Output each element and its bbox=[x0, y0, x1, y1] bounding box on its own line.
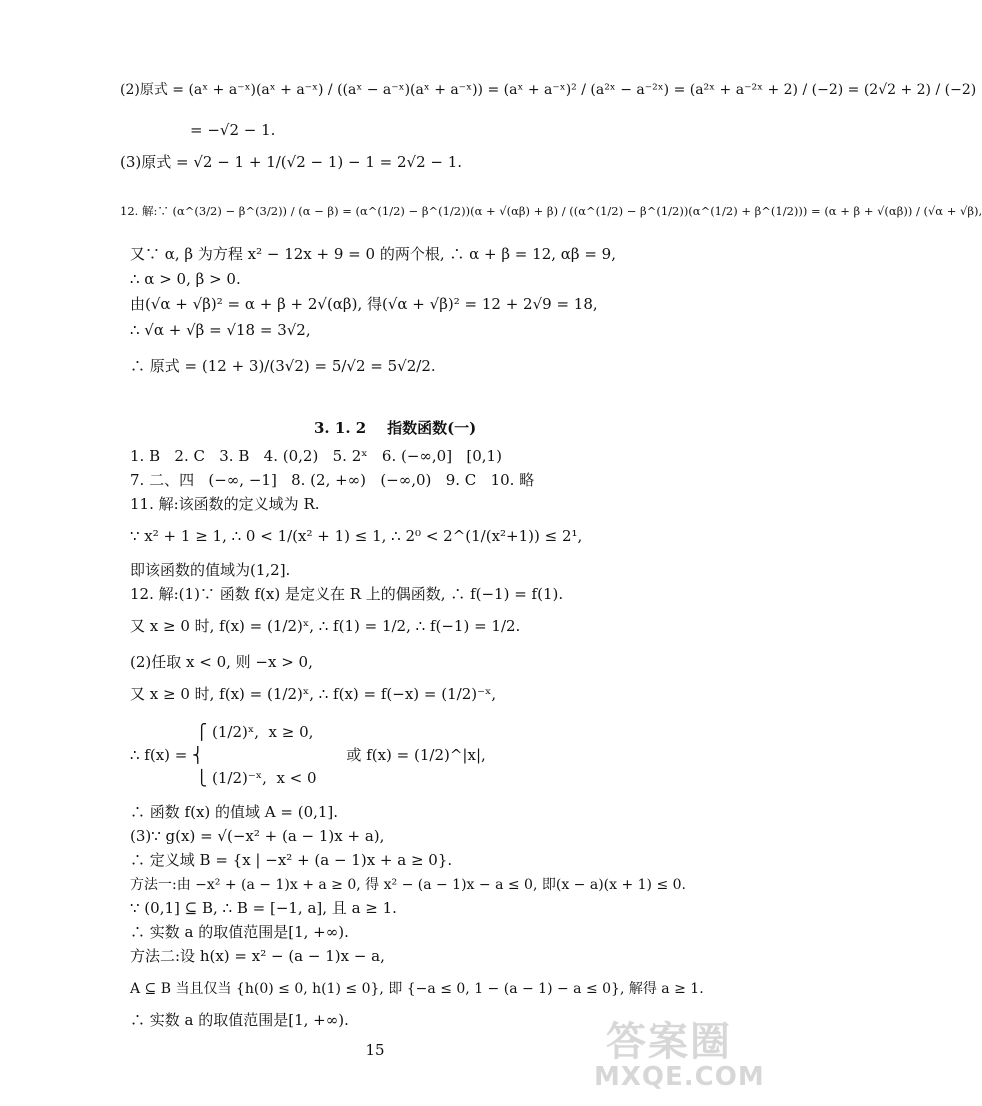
text-line: 1. B 2. C 3. B 4. (0,2) 5. 2ˣ 6. (−∞,0] [0,1) bbox=[130, 447, 502, 465]
text-line: (2)原式 = (aˣ + a⁻ˣ)(aˣ + a⁻ˣ) / ((aˣ − a⁻ˣ)(aˣ + a⁻ˣ)) = (aˣ + a⁻ˣ)² / (a²ˣ − a⁻²ˣ) = (a²ˣ + a⁻²ˣ + 2) / (−2) = (2√2 + 2) / (−2) bbox=[120, 82, 977, 98]
text-line: ∴ √α + √β = √18 = 3√2, bbox=[130, 321, 311, 339]
text-line: ∴ 函数 f(x) 的值域 A = (0,1]. bbox=[130, 803, 339, 821]
text-line: 方法一:由 −x² + (a − 1)x + a ≥ 0, 得 x² − (a − 1)x − a ≤ 0, 即(x − a)(x + 1) ≤ 0. bbox=[130, 877, 687, 893]
text-line: 7. 二、四 (−∞, −1] 8. (2, +∞) (−∞,0) 9. C 10. 略 bbox=[130, 471, 535, 489]
text-line: ⎩ (1/2)⁻ˣ, x < 0 bbox=[196, 769, 317, 787]
text-line: 即该函数的值域为(1,2]. bbox=[130, 561, 291, 579]
text-line: ∴ 实数 a 的取值范围是[1, +∞). bbox=[130, 923, 349, 941]
text-line: ⎧ (1/2)ˣ, x ≥ 0, bbox=[196, 723, 314, 741]
text-line: ∴ 实数 a 的取值范围是[1, +∞). bbox=[130, 1011, 349, 1029]
page-number: 15 bbox=[365, 1041, 385, 1059]
text-line: A ⊆ B 当且仅当 {h(0) ≤ 0, h(1) ≤ 0}, 即 {−a ≤ 0, 1 − (a − 1) − a ≤ 0}, 解得 a ≥ 1. bbox=[130, 981, 704, 997]
text-line: (3)原式 = √2 − 1 + 1/(√2 − 1) − 1 = 2√2 − 1. bbox=[120, 153, 463, 171]
text-line: ∵ (0,1] ⊆ B, ∴ B = [−1, a], 且 a ≥ 1. bbox=[130, 899, 397, 917]
text-line: 又 x ≥ 0 时, f(x) = (1/2)ˣ, ∴ f(x) = f(−x) = (1/2)⁻ˣ, bbox=[130, 685, 497, 703]
watermark-top: 答案圈 bbox=[606, 1019, 732, 1065]
text-line: 12. 解:∵ (α^(3/2) − β^(3/2)) / (α − β) = (α^(1/2) − β^(1/2))(α + √(αβ) + β) / ((α^(1/2) − β^(1/2))(α^(1/2) + β^(1/2))) = (α + β + √(αβ)) / (√α + √β), bbox=[120, 204, 982, 218]
text-line: 又 x ≥ 0 时, f(x) = (1/2)ˣ, ∴ f(1) = 1/2, ∴ f(−1) = 1/2. bbox=[130, 617, 521, 635]
watermark-bottom: MXQE.COM bbox=[594, 1062, 765, 1092]
text-line: ∴ 原式 = (12 + 3)/(3√2) = 5/√2 = 5√2/2. bbox=[130, 357, 436, 375]
text-line: 12. 解:(1)∵ 函数 f(x) 是定义在 R 上的偶函数, ∴ f(−1) = f(1). bbox=[130, 585, 564, 603]
text-line: = −√2 − 1. bbox=[190, 121, 276, 139]
text-line: (2)任取 x < 0, 则 −x > 0, bbox=[130, 653, 313, 671]
text-line: 方法二:设 h(x) = x² − (a − 1)x − a, bbox=[130, 947, 385, 965]
text-line: 11. 解:该函数的定义域为 R. bbox=[130, 495, 320, 513]
text-line: ∵ x² + 1 ≥ 1, ∴ 0 < 1/(x² + 1) ≤ 1, ∴ 2⁰ < 2^(1/(x²+1)) ≤ 2¹, bbox=[130, 527, 583, 545]
text-line: (3)∵ g(x) = √(−x² + (a − 1)x + a), bbox=[130, 827, 385, 845]
text-line: ∴ α > 0, β > 0. bbox=[130, 270, 241, 288]
text-line: 又∵ α, β 为方程 x² − 12x + 9 = 0 的两个根, ∴ α + β = 12, αβ = 9, bbox=[130, 245, 616, 263]
section-heading: 3. 1. 2 指数函数(一) bbox=[314, 419, 477, 437]
watermark-logo bbox=[594, 1008, 765, 1104]
text-line: 由(√α + √β)² = α + β + 2√(αβ), 得(√α + √β)² = 12 + 2√9 = 18, bbox=[130, 295, 598, 313]
text-line: ∴ f(x) = ⎨ 或 f(x) = (1/2)^|x|, bbox=[130, 746, 486, 764]
text-line: ∴ 定义域 B = {x | −x² + (a − 1)x + a ≥ 0}. bbox=[130, 851, 453, 869]
